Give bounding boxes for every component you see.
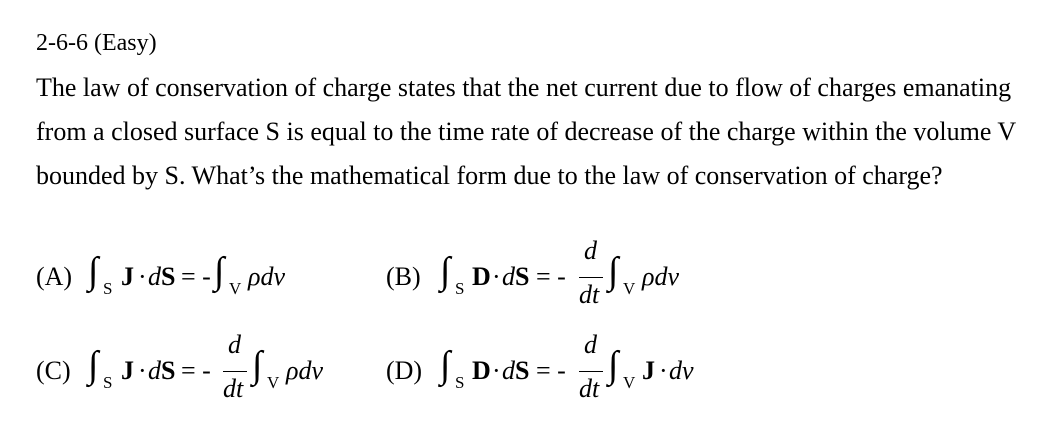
integral-subscript: V (623, 373, 636, 392)
option-label: (A) (36, 262, 73, 291)
fraction-bar (579, 277, 603, 278)
vector-symbol: J (642, 356, 655, 385)
option-a (36, 250, 336, 332)
dot-operator: · (138, 262, 147, 291)
integral-sign: ∫ (608, 250, 619, 292)
integral-subscript: S (103, 373, 113, 392)
integral-subscript: V (623, 279, 636, 298)
integral-sign: ∫ (608, 344, 619, 386)
vector-symbol: S (515, 262, 530, 291)
vector-symbol: S (515, 356, 530, 385)
integrand: ρdv (286, 356, 324, 385)
equals-minus: = - (536, 356, 566, 385)
integral-sign: ∫ (440, 250, 451, 292)
option-label: (B) (386, 262, 421, 291)
integral-sign: ∫ (440, 344, 451, 386)
fraction-numerator: d (584, 330, 597, 359)
differential-symbol: d (148, 356, 161, 385)
integral-subscript: S (455, 373, 465, 392)
integral-sign: ∫ (214, 250, 225, 292)
vector-symbol: J (121, 356, 134, 385)
integral-subscript: S (455, 279, 465, 298)
vector-symbol: S (161, 356, 176, 385)
integral-subscript: V (267, 373, 280, 392)
vector-symbol: J (121, 262, 134, 291)
option-label: (C) (36, 356, 71, 385)
integral-subscript: S (103, 279, 113, 298)
option-c (36, 330, 356, 426)
fraction-denominator: dt (223, 374, 244, 403)
differential-symbol: d (502, 356, 515, 385)
vector-symbol: D (472, 356, 491, 385)
fraction-numerator: d (584, 236, 597, 265)
equals-minus: = - (181, 262, 211, 291)
dot-operator: · (492, 356, 501, 385)
vector-symbol: D (472, 262, 491, 291)
equals-minus: = - (181, 356, 211, 385)
question-text: The law of conservation of charge states that the net current due to flow of charges emanating from a closed surface S is equal to the time rate of decrease of the charge within the volume V bounded by S. What’s the mathematical form due to the law of conservation of charge? (36, 73, 1016, 190)
dot-operator: · (659, 356, 668, 385)
integral-sign: ∫ (88, 344, 99, 386)
option-label: (D) (386, 356, 423, 385)
fraction-bar (579, 371, 603, 372)
fraction-denominator: dt (579, 374, 600, 403)
differential-symbol: d (148, 262, 161, 291)
vector-symbol: S (161, 262, 176, 291)
fraction-numerator: d (228, 330, 241, 359)
integral-sign: ∫ (252, 344, 263, 386)
integral-sign: ∫ (88, 250, 99, 292)
dot-operator: · (492, 262, 501, 291)
differential-symbol: d (502, 262, 515, 291)
integral-subscript: V (229, 279, 242, 298)
dot-operator: · (138, 356, 147, 385)
integrand: ρdv (248, 262, 286, 291)
fraction-bar (223, 371, 247, 372)
equals-minus: = - (536, 262, 566, 291)
fraction-denominator: dt (579, 280, 600, 309)
problem-id: 2-6-6 (Easy) (36, 30, 157, 56)
option-b (386, 236, 706, 332)
integrand: ρdv (642, 262, 680, 291)
integrand: dv (669, 356, 694, 385)
option-d (386, 330, 716, 426)
